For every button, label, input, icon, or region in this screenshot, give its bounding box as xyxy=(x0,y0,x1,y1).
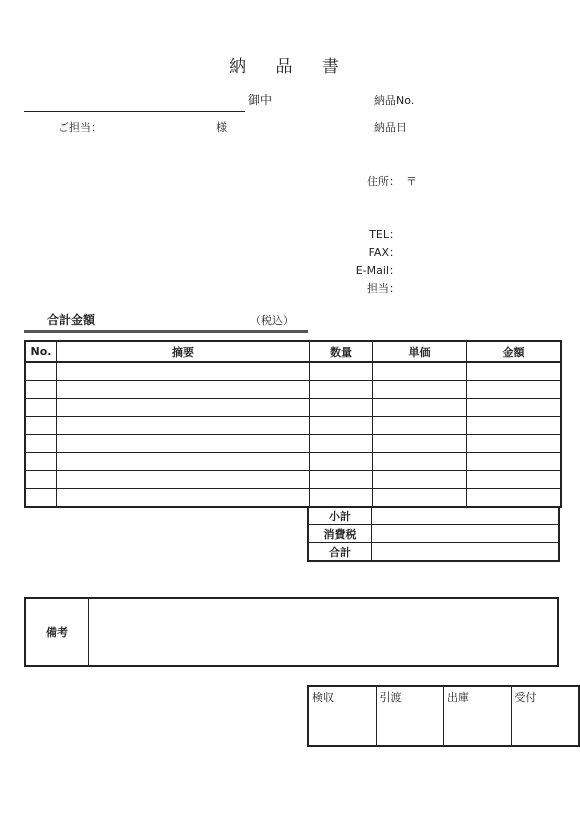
items-table xyxy=(24,340,562,508)
subtotal-row xyxy=(308,507,559,525)
header-unit-price: 単価 xyxy=(373,341,467,362)
table-row xyxy=(25,435,561,453)
table-row xyxy=(25,489,561,508)
tax-label: 消費税 xyxy=(308,525,372,543)
stamp-table xyxy=(307,685,580,747)
stamp-inspection: 検収 xyxy=(308,686,376,746)
recipient-suffix: 御中 xyxy=(248,93,273,107)
table-row xyxy=(25,381,561,399)
items-header-row xyxy=(25,341,561,362)
table-row xyxy=(25,417,561,435)
table-row xyxy=(25,399,561,417)
document-title: 納 品 書 xyxy=(229,57,351,77)
stamp-shipping: 出庫 xyxy=(444,686,512,746)
table-row xyxy=(25,471,561,489)
remarks-box xyxy=(24,597,559,667)
header-description: 摘要 xyxy=(57,341,310,362)
stamp-row xyxy=(308,686,579,746)
grand-total-label: 合計 xyxy=(308,543,372,562)
stamp-receipt: 受付 xyxy=(511,686,579,746)
tax-row xyxy=(308,525,559,543)
total-underline xyxy=(24,330,308,333)
header-quantity: 数量 xyxy=(310,341,373,362)
summary-table xyxy=(307,506,560,562)
delivery-date-label: 納品日 xyxy=(374,121,407,134)
table-row xyxy=(25,362,561,381)
tel-label: TEL： xyxy=(369,228,400,241)
subtotal-label: 小計 xyxy=(308,507,372,525)
address-label: 住所： xyxy=(367,175,400,188)
delivery-no-label: 納品No. xyxy=(374,94,415,107)
table-row xyxy=(25,453,561,471)
recipient-underline xyxy=(24,111,245,112)
postal-mark: 〒 xyxy=(406,175,417,188)
tax-included-note: （税込） xyxy=(250,314,294,327)
contact-label: ご担当： xyxy=(58,121,102,134)
grand-total-row xyxy=(308,543,559,562)
fax-label: FAX： xyxy=(368,246,400,259)
email-label: E-Mail： xyxy=(355,264,400,277)
stamp-handover: 引渡 xyxy=(376,686,444,746)
total-amount-label: 合計金額 xyxy=(47,313,96,327)
remarks-label: 備考 xyxy=(26,599,89,665)
person-label: 担当： xyxy=(367,282,400,295)
contact-honorific: 様 xyxy=(216,121,227,134)
header-amount: 金額 xyxy=(467,341,562,362)
header-no: No. xyxy=(25,341,57,362)
